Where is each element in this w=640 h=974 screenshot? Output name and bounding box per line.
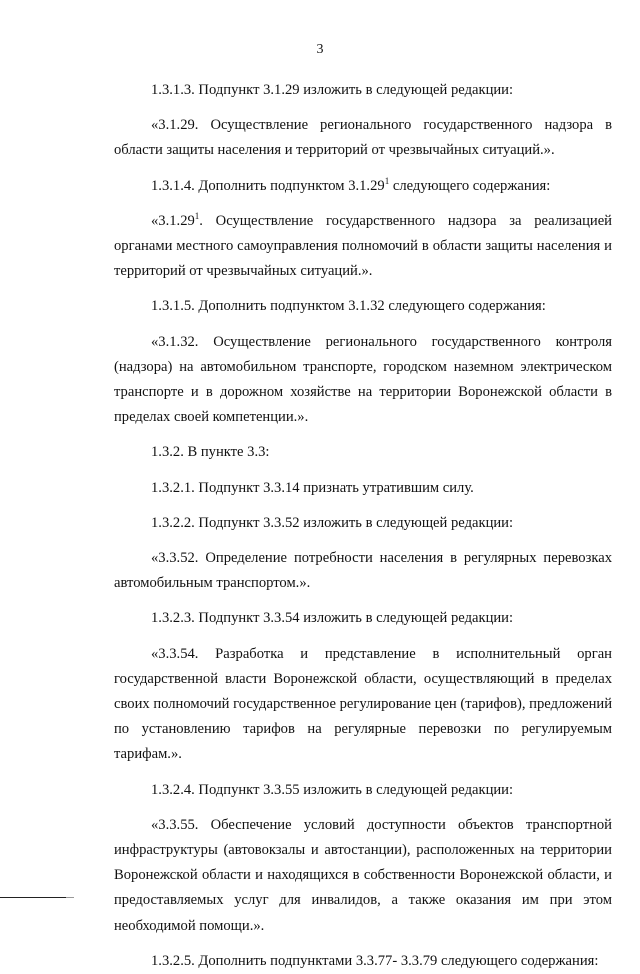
superscript: 1 [384,175,390,186]
paragraph-3-1-29: «3.1.29. Осуществление регионального государственного надзора в области защиты населения и территорий от чрезвычайных ситуаций.». [114,117,612,159]
paragraph-text: «3.1.29 [151,212,195,229]
paragraph-text: 1.3.1.4. Дополнить подпунктом 3.1.29 [151,177,385,194]
paragraph-1-3-2: 1.3.2. В пункте 3.3: [151,444,270,461]
paragraph-3-3-52: «3.3.52. Определение потребности населения в регулярных перевозках автомобильным транспортом.». [114,550,612,592]
paragraph-3-3-54: «3.3.54. Разработка и представление в исполнительный орган государственной власти Воронежской области, осуществляющий в пределах своих полномочий государственное регулирование цен (тарифов), предложений по установлению тарифов на регулярные перевозки по регулируемым тарифам.». [114,645,613,763]
page-number: 3 [316,42,324,57]
paragraph-text: следующего содержания: [389,177,551,194]
footer-rule [0,897,66,898]
paragraph-text: . Осуществление государственного надзора за реализацией органами местного самоуправления полномочий в области защиты населения и территорий от чрезвычайных ситуаций.». [114,212,612,280]
paragraph-1-3-1-3: 1.3.1.3. Подпункт 3.1.29 изложить в следующей редакции: [151,82,514,98]
paragraph-3-1-32: «3.1.32. Осуществление регионального государственного контроля (надзора) на автомобильном транспорте, городском наземном электрическом транспорте и в дорожном хозяйстве на территории Воронежской области в пределах своей компетенции.». [114,333,612,426]
paragraph-1-3-2-2: 1.3.2.2. Подпункт 3.3.52 изложить в следующей редакции: [151,514,514,531]
paragraph-1-3-2-1: 1.3.2.1. Подпункт 3.3.14 признать утратившим силу. [151,479,474,496]
paragraph-3-1-29-1 [114,209,612,285]
superscript: 1 [194,210,200,221]
paragraph-1-3-2-3: 1.3.2.3. Подпункт 3.3.54 изложить в следующей редакции: [151,610,514,627]
paragraph-1-3-2-4: 1.3.2.4. Подпункт 3.3.55 изложить в следующей редакции: [151,781,514,798]
paragraph-1-3-1-5: 1.3.1.5. Дополнить подпунктом 3.1.32 следующего содержания: [151,298,546,315]
paragraph-1-3-1-4 [114,174,612,199]
paragraph-3-3-55: «3.3.55. Обеспечение условий доступности объектов транспортной инфраструктуры (автовокзалы и автостанции), расположенных на территории Воронежской области и находящихся в собственности Воронежской области, и предоставляемых услуг для инвалидов, а также оказания им при этом необходимой помощи.». [114,816,612,934]
document-body [114,78,612,974]
paragraph-1-3-2-5: 1.3.2.5. Дополнить подпунктами 3.3.77- 3.3.79 следующего содержания: [151,952,599,969]
footer-rule-tail [66,897,74,898]
